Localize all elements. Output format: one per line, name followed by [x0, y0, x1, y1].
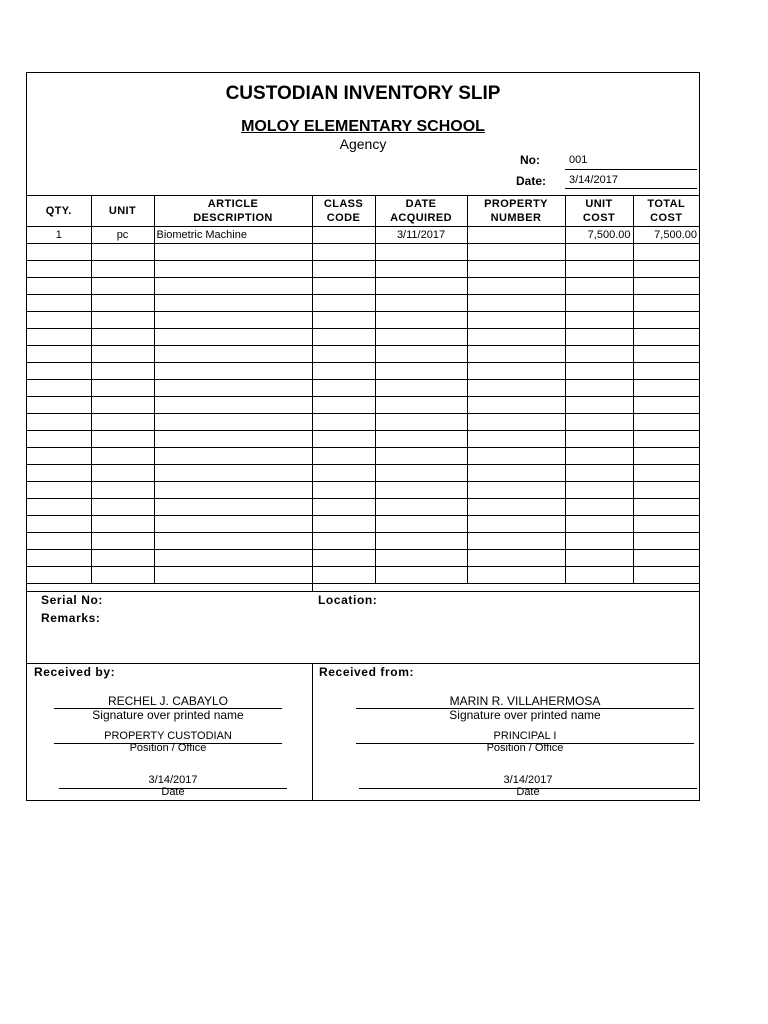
cell-unit: [91, 414, 154, 431]
cell-total-cost: [633, 482, 699, 499]
cell-property-number: [467, 448, 565, 465]
cell-total-cost: [633, 448, 699, 465]
cell-date-acquired: [375, 550, 467, 567]
cell-property-number: [467, 499, 565, 516]
cell-article-description: [154, 244, 312, 261]
cell-class-code: [312, 295, 375, 312]
cell-date-acquired: [375, 380, 467, 397]
cell-unit-cost: [565, 414, 633, 431]
cell-unit: [91, 431, 154, 448]
cell-unit: [91, 482, 154, 499]
cell-qty: [27, 312, 91, 329]
cell-unit-cost: [565, 431, 633, 448]
cell-article-description: [154, 346, 312, 363]
table-body: [27, 227, 699, 584]
cell-property-number: [467, 312, 565, 329]
cell-total-cost: [633, 278, 699, 295]
cell-qty: [27, 346, 91, 363]
cell-class-code: [312, 516, 375, 533]
cell-unit-cost: 7,500.00: [565, 227, 633, 244]
cell-article-description: [154, 567, 312, 584]
cell-article-description: [154, 465, 312, 482]
table-row: [27, 448, 699, 465]
cell-unit: [91, 261, 154, 278]
form-title: CUSTODIAN INVENTORY SLIP: [225, 83, 501, 104]
slip-date-value: 3/14/2017: [569, 174, 618, 186]
cell-unit: [91, 244, 154, 261]
cell-unit: pc: [91, 227, 154, 244]
table-row: [27, 550, 699, 567]
cell-property-number: [467, 567, 565, 584]
cell-article-description: [154, 533, 312, 550]
cell-date-acquired: [375, 448, 467, 465]
cell-class-code: [312, 346, 375, 363]
cell-class-code: [312, 431, 375, 448]
column-header-line2: COST: [582, 212, 616, 224]
agency-label: Agency: [339, 136, 387, 152]
serial-label: Serial No:: [41, 593, 104, 607]
cell-unit: [91, 550, 154, 567]
cell-qty: [27, 499, 91, 516]
cell-total-cost: [633, 346, 699, 363]
cell-qty: [27, 567, 91, 584]
cell-property-number: [467, 346, 565, 363]
cell-qty: [27, 244, 91, 261]
cell-qty: [27, 261, 91, 278]
cell-total-cost: [633, 363, 699, 380]
cell-property-number: [467, 533, 565, 550]
received-by-position-caption: Position / Office: [129, 742, 207, 754]
cell-article-description: [154, 482, 312, 499]
cell-unit-cost: [565, 278, 633, 295]
cell-article-description: [154, 550, 312, 567]
cell-date-acquired: [375, 244, 467, 261]
column-header-date-acquired: [375, 196, 467, 227]
table-row: [27, 499, 699, 516]
cell-article-description: [154, 363, 312, 380]
cell-unit: [91, 397, 154, 414]
column-header-line2: ACQUIRED: [390, 212, 452, 224]
cell-unit-cost: [565, 499, 633, 516]
cell-total-cost: [633, 414, 699, 431]
cell-property-number: [467, 482, 565, 499]
cell-class-code: [312, 380, 375, 397]
cell-qty: [27, 329, 91, 346]
cell-qty: [27, 295, 91, 312]
cell-property-number: [467, 465, 565, 482]
cell-unit: [91, 363, 154, 380]
school-name: MOLOY ELEMENTARY SCHOOL: [241, 118, 485, 135]
cell-unit: [91, 516, 154, 533]
column-header-qty: [27, 196, 91, 227]
cell-article-description: [154, 295, 312, 312]
column-header-line1: QTY.: [45, 205, 72, 217]
received-from-name: MARIN R. VILLAHERMOSA: [449, 694, 601, 708]
cell-unit-cost: [565, 465, 633, 482]
received-from-name-caption: Signature over printed name: [449, 708, 601, 722]
cell-unit: [91, 533, 154, 550]
cell-date-acquired: [375, 482, 467, 499]
slip-number-underline: [565, 169, 697, 170]
cell-property-number: [467, 227, 565, 244]
column-header-line1: TOTAL: [647, 198, 686, 210]
received-from-position: PRINCIPAL I: [493, 730, 557, 742]
column-header-line1: DATE: [405, 198, 437, 210]
location-label: Location:: [318, 593, 378, 607]
slip-date-label: Date:: [516, 174, 547, 188]
cell-qty: [27, 482, 91, 499]
table-row: [27, 465, 699, 482]
remarks-bottom-line: [27, 663, 699, 664]
cell-unit-cost: [565, 533, 633, 550]
cell-unit-cost: [565, 295, 633, 312]
cell-qty: 1: [27, 227, 91, 244]
column-header-line2: NUMBER: [490, 212, 542, 224]
cell-unit-cost: [565, 550, 633, 567]
column-header-line1: ARTICLE: [207, 198, 259, 210]
received-by-position: PROPERTY CUSTODIAN: [104, 730, 232, 742]
cell-article-description: Biometric Machine: [154, 227, 312, 244]
cell-class-code: [312, 244, 375, 261]
table-row: [27, 533, 699, 550]
cell-class-code: [312, 312, 375, 329]
cell-unit-cost: [565, 261, 633, 278]
cell-qty: [27, 363, 91, 380]
cell-unit: [91, 465, 154, 482]
cell-property-number: [467, 550, 565, 567]
cell-class-code: [312, 482, 375, 499]
cell-unit-cost: [565, 448, 633, 465]
cell-total-cost: [633, 550, 699, 567]
cell-qty: [27, 533, 91, 550]
column-header-article-description: [154, 196, 312, 227]
cell-class-code: [312, 414, 375, 431]
cell-unit-cost: [565, 380, 633, 397]
cell-date-acquired: [375, 363, 467, 380]
received-from-label: Received from:: [319, 665, 415, 679]
cell-qty: [27, 516, 91, 533]
table-row: [27, 312, 699, 329]
cell-article-description: [154, 278, 312, 295]
cell-date-acquired: [375, 261, 467, 278]
received-by-date: 3/14/2017: [148, 774, 198, 786]
table-row: [27, 346, 699, 363]
cell-property-number: [467, 363, 565, 380]
column-header-unit: [91, 196, 154, 227]
cell-class-code: [312, 499, 375, 516]
cell-unit: [91, 346, 154, 363]
cell-class-code: [312, 465, 375, 482]
cell-property-number: [467, 244, 565, 261]
cell-class-code: [312, 329, 375, 346]
column-header-line1: CLASS: [323, 198, 364, 210]
cell-unit: [91, 295, 154, 312]
received-from-date-caption: Date: [516, 786, 540, 798]
cell-property-number: [467, 380, 565, 397]
cell-total-cost: [633, 380, 699, 397]
cell-class-code: [312, 448, 375, 465]
table-row: [27, 431, 699, 448]
column-header-line2: CODE: [326, 212, 361, 224]
cell-qty: [27, 414, 91, 431]
cell-unit: [91, 278, 154, 295]
cell-class-code: [312, 550, 375, 567]
serial-row-bottom-line: [27, 591, 699, 592]
cell-date-acquired: [375, 329, 467, 346]
cell-class-code: [312, 363, 375, 380]
cell-unit-cost: [565, 329, 633, 346]
table-row: [27, 329, 699, 346]
cell-unit-cost: [565, 482, 633, 499]
cell-unit: [91, 448, 154, 465]
column-header-total-cost: [633, 196, 699, 227]
table-row: [27, 482, 699, 499]
cell-date-acquired: [375, 533, 467, 550]
slip-date-underline: [565, 188, 697, 189]
inventory-table: [27, 195, 699, 584]
cell-unit: [91, 380, 154, 397]
received-by-name: RECHEL J. CABAYLO: [107, 694, 229, 708]
cell-class-code: [312, 261, 375, 278]
cell-article-description: [154, 380, 312, 397]
slip-number-value: 001: [569, 154, 588, 166]
received-from-date: 3/14/2017: [503, 774, 553, 786]
cell-article-description: [154, 431, 312, 448]
cell-date-acquired: 3/11/2017: [375, 227, 467, 244]
cell-total-cost: [633, 567, 699, 584]
cell-unit-cost: [565, 567, 633, 584]
table-row: [27, 397, 699, 414]
cell-date-acquired: [375, 567, 467, 584]
table-row: [27, 567, 699, 584]
cell-total-cost: [633, 329, 699, 346]
cell-property-number: [467, 397, 565, 414]
cell-article-description: [154, 397, 312, 414]
cell-total-cost: [633, 533, 699, 550]
cell-unit: [91, 329, 154, 346]
cell-article-description: [154, 312, 312, 329]
cell-property-number: [467, 261, 565, 278]
cell-total-cost: [633, 516, 699, 533]
cell-article-description: [154, 448, 312, 465]
cell-total-cost: [633, 295, 699, 312]
cell-class-code: [312, 397, 375, 414]
column-header-unit-cost: [565, 196, 633, 227]
serial-location-divider: [312, 573, 313, 591]
cell-article-description: [154, 516, 312, 533]
cell-property-number: [467, 431, 565, 448]
received-by-label: Received by:: [34, 665, 116, 679]
slip-number-label: No:: [520, 153, 540, 167]
table-row: [27, 295, 699, 312]
cell-qty: [27, 431, 91, 448]
cell-article-description: [154, 499, 312, 516]
cell-total-cost: [633, 397, 699, 414]
cell-total-cost: [633, 312, 699, 329]
signature-divider: [312, 663, 313, 801]
cell-property-number: [467, 516, 565, 533]
cell-class-code: [312, 567, 375, 584]
cell-total-cost: [633, 244, 699, 261]
cell-unit-cost: [565, 397, 633, 414]
column-header-line2: COST: [650, 212, 683, 224]
cell-total-cost: [633, 465, 699, 482]
cell-date-acquired: [375, 397, 467, 414]
column-header-class-code: [312, 196, 375, 227]
cell-class-code: [312, 278, 375, 295]
cell-qty: [27, 550, 91, 567]
table-row: [27, 380, 699, 397]
cell-date-acquired: [375, 516, 467, 533]
cell-qty: [27, 397, 91, 414]
cell-article-description: [154, 414, 312, 431]
inventory-slip-form: [26, 72, 700, 801]
cell-property-number: [467, 278, 565, 295]
cell-total-cost: [633, 499, 699, 516]
cell-date-acquired: [375, 346, 467, 363]
cell-article-description: [154, 329, 312, 346]
cell-total-cost: [633, 431, 699, 448]
cell-unit-cost: [565, 516, 633, 533]
cell-date-acquired: [375, 499, 467, 516]
cell-date-acquired: [375, 312, 467, 329]
cell-unit-cost: [565, 244, 633, 261]
cell-total-cost: 7,500.00: [633, 227, 699, 244]
table-row: [27, 516, 699, 533]
received-by-name-caption: Signature over printed name: [92, 708, 244, 722]
cell-total-cost: [633, 261, 699, 278]
cell-unit: [91, 499, 154, 516]
cell-qty: [27, 448, 91, 465]
table-row: [27, 227, 699, 244]
cell-date-acquired: [375, 278, 467, 295]
cell-unit-cost: [565, 346, 633, 363]
cell-property-number: [467, 295, 565, 312]
cell-property-number: [467, 414, 565, 431]
cell-article-description: [154, 261, 312, 278]
table-header-row: [27, 196, 699, 227]
received-from-position-caption: Position / Office: [486, 742, 564, 754]
cell-qty: [27, 465, 91, 482]
cell-date-acquired: [375, 465, 467, 482]
column-header-line1: UNIT: [108, 205, 137, 217]
cell-date-acquired: [375, 414, 467, 431]
received-by-date-caption: Date: [161, 786, 185, 798]
cell-unit: [91, 567, 154, 584]
table-row: [27, 414, 699, 431]
cell-unit-cost: [565, 363, 633, 380]
cell-unit: [91, 312, 154, 329]
cell-unit-cost: [565, 312, 633, 329]
cell-class-code: [312, 533, 375, 550]
column-header-line2: DESCRIPTION: [193, 212, 273, 224]
column-header-property-number: [467, 196, 565, 227]
table-row: [27, 244, 699, 261]
table-row: [27, 261, 699, 278]
cell-date-acquired: [375, 431, 467, 448]
cell-qty: [27, 278, 91, 295]
cell-class-code: [312, 227, 375, 244]
column-header-line1: PROPERTY: [484, 198, 548, 210]
cell-date-acquired: [375, 295, 467, 312]
table-row: [27, 278, 699, 295]
remarks-label: Remarks:: [41, 611, 101, 625]
cell-qty: [27, 380, 91, 397]
column-header-line1: UNIT: [585, 198, 613, 210]
table-row: [27, 363, 699, 380]
cell-property-number: [467, 329, 565, 346]
